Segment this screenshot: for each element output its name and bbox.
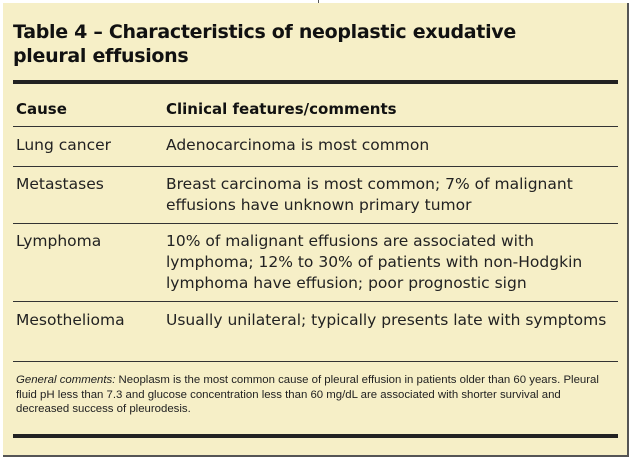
header-rule bbox=[13, 126, 618, 127]
row-3-features: 10% of malignant effusions are associated with lymphoma; 12% to 30% of patients with non-Hodgkin lymphoma have effusion; poor prognostic sign bbox=[166, 232, 583, 292]
row-3-cause: Lymphoma bbox=[16, 232, 102, 250]
row-4-cause: Mesothelioma bbox=[16, 311, 125, 329]
bottom-rule bbox=[13, 434, 618, 438]
general-comments-text: Neoplasm is the most common cause of pleural effusion in patients older than 60 years. Pleural fluid pH less than 7.3 and glucose concentration less than 60 mg/dL are associated with shorter survival and decreased success of pleurodesis. bbox=[16, 374, 599, 415]
general-comments bbox=[16, 373, 616, 417]
footnote-rule bbox=[13, 361, 618, 362]
row-2-features: Breast carcinoma is most common; 7% of malignant effusions have unknown primary tumor bbox=[166, 175, 573, 214]
table-title: Table 4 – Characteristics of neoplastic exudative pleural effusions bbox=[13, 21, 516, 67]
row-4-features: Usually unilateral; typically presents late with symptoms bbox=[166, 311, 607, 329]
title-rule bbox=[13, 80, 618, 84]
row-2-cause: Metastases bbox=[16, 175, 104, 193]
row-divider-2 bbox=[13, 223, 618, 224]
general-comments-label: General comments: bbox=[16, 374, 116, 386]
row-divider-1 bbox=[13, 166, 618, 167]
row-divider-3 bbox=[13, 301, 618, 302]
column-header-cause: Cause bbox=[16, 100, 67, 118]
row-1-cause: Lung cancer bbox=[16, 136, 112, 154]
column-header-features: Clinical features/comments bbox=[166, 100, 397, 118]
row-1-features: Adenocarcinoma is most common bbox=[166, 136, 430, 154]
